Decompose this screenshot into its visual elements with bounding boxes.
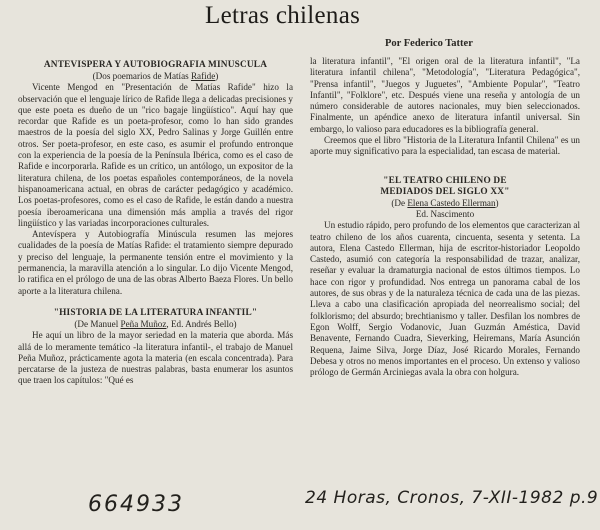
subheading-author: Elena Castedo Ellerman [407,197,496,208]
subheading-text: (Dos poemarios de Matías [92,71,191,81]
paragraph: He aquí un libro de la mayor seriedad en la materia que aborda. Más allá de lo meramente temático -la literatura infantil-, el trabajo de Manuel Peña Muñoz, prácticamente agota la materia (en escala concentrada). Para percatarse de la justeza de nuestras palabras, basta enumerar los asuntos que traen los capítulos: "Qué es [18,330,293,386]
paragraph: la literatura infantil", "El origen oral de la literatura infantil", "La literatura infantil chilena", "Metodología", "Literatura Pedagógica", "Prensa infantil", "Juegos y Juguetes", "Ambiente Popular", "Teatro Infantil", "Folklore", etc. Después viene una reseña y antología de un número considerable de autores nacionales, muy bien seleccionados. Finalmente, un apéndice anexo de literatura infantil universal. Sin embargo, lo valioso para educadores es la bibliografía general. [310,56,580,134]
paragraph: Un estudio rápido, pero profundo de los elementos que caracterizan al teatro chileno de los años cuarenta, cincuenta, sesenta y setenta. La autora, Elena Castedo Ellerman, hija de escritor-historiador Leopoldo Castedo, asumió con categoría la responsabilidad de trazar, analizar, reseñar y evaluar la dramaturgia nacional de estos últimos tiempos. Lo hace con rigor y profundidad. Nos entrega un panorama cabal de los autores, de sus obras y de la naturaleza técnica de cada una de las piezas. Lleva a cabo una clasificación apropiada del neorrealismo social; del folklorismo; del absurdo; brechtianismo y taller. Desfilan los nombres de Egon Wolff, Sergio Vodanovic, Juan Guzmán Améstica, David Benavente, Fernando Cuadra, Sieverking, Heiremans, María Asunción Requena, Jaime Silva, Jorge Díaz, José Ricardo Morales, Fernando Debesa y otros no menos importantes en el proceso. Un extenso y valioso prólogo de Germán Arciniegas avala la obra con holgura. [310,220,580,378]
handwritten-source-note: 24 Horas, Cronos, 7-XII-1982 p.9 [305,488,599,508]
section-subheading-historia [18,319,293,330]
left-column [18,56,293,387]
subheading-text-end: ) [495,197,499,208]
subheading-text: (De [391,197,408,208]
paragraph: Creemos que el libro "Historia de la Literatura Infantil Chilena" es un aporte muy significativo para la especialidad, tan escasa de material. [310,135,580,157]
article-title: Letras chilenas [205,2,361,29]
subheading-text-end: ) [215,71,219,81]
subheading-text: (De Manuel [74,318,121,329]
paragraph: Antevíspera y Autobiografía Minúscula resumen las mejores cualidades de la poesía de Matías Rafide: el tratamiento siempre depurado y preciso del lenguaje, la permanente tensión entre el movimiento y la permanencia, la maravilla atención a lo singular. Lo dijo Vicente Mengod, lo ratifica en el prólogo de una de las obras Alberto Baeza Flores. Un bello aporte a la literatura chilena. [18,229,293,296]
section-subheading-antevispera [18,71,293,82]
subheading-author: Peña Muñoz [120,318,167,329]
subheading-author: Rafide [190,71,216,81]
handwritten-archive-number: 664933 [88,492,184,517]
byline: Por Federico Tatter [385,38,473,49]
section-publisher-teatro: Ed. Nascimento [415,208,475,219]
section-subheading-teatro [310,198,580,209]
subheading-text-end: , Ed. Andrés Bello) [166,318,237,329]
section-heading-antevispera: ANTEVISPERA Y AUTOBIOGRAFIA MINUSCULA [43,60,268,70]
right-column [310,56,580,378]
section-heading-teatro-1: "EL TEATRO CHILENO DE [383,175,507,186]
section-heading-teatro-2: MEDIADOS DEL SIGLO XX" [380,186,510,197]
paragraph: Vicente Mengod en "Presentación de Matías Rafide" hizo la observación que el lenguaje lírico de Rafide llega a delicadas precisiones y que este poeta es dueño de un "rico bagaje lingüístico". Aquí hay que recordar que Rafide es un poeta-profesor, como lo han sido grandes maestros de la poesía del siglo XX, Pedro Salinas y Jorge Guillén entre otros. Ser poeta-profesor, en este caso, es asumir el profundo entronque con la experiencia de la poesía de la Península Ibérica, como es el caso de Rafide e incorporarla. Rafide es un crítico, un antólogo, un expositor de la literatura chilena, de los poetas españoles contemporáneos, de la novela hispanoamericana actual, en obras de carácter pedagógico y académico. Los poetas-profesores, como es el caso de Rafide, le están dando a nuestra poesía iberoamericana una dimensión más amplia a través del rigor lingüístico y las variadas incorporaciones culturales. [18,82,293,228]
section-heading-historia: "HISTORIA DE LA LITERATURA INFANTIL" [53,307,258,318]
